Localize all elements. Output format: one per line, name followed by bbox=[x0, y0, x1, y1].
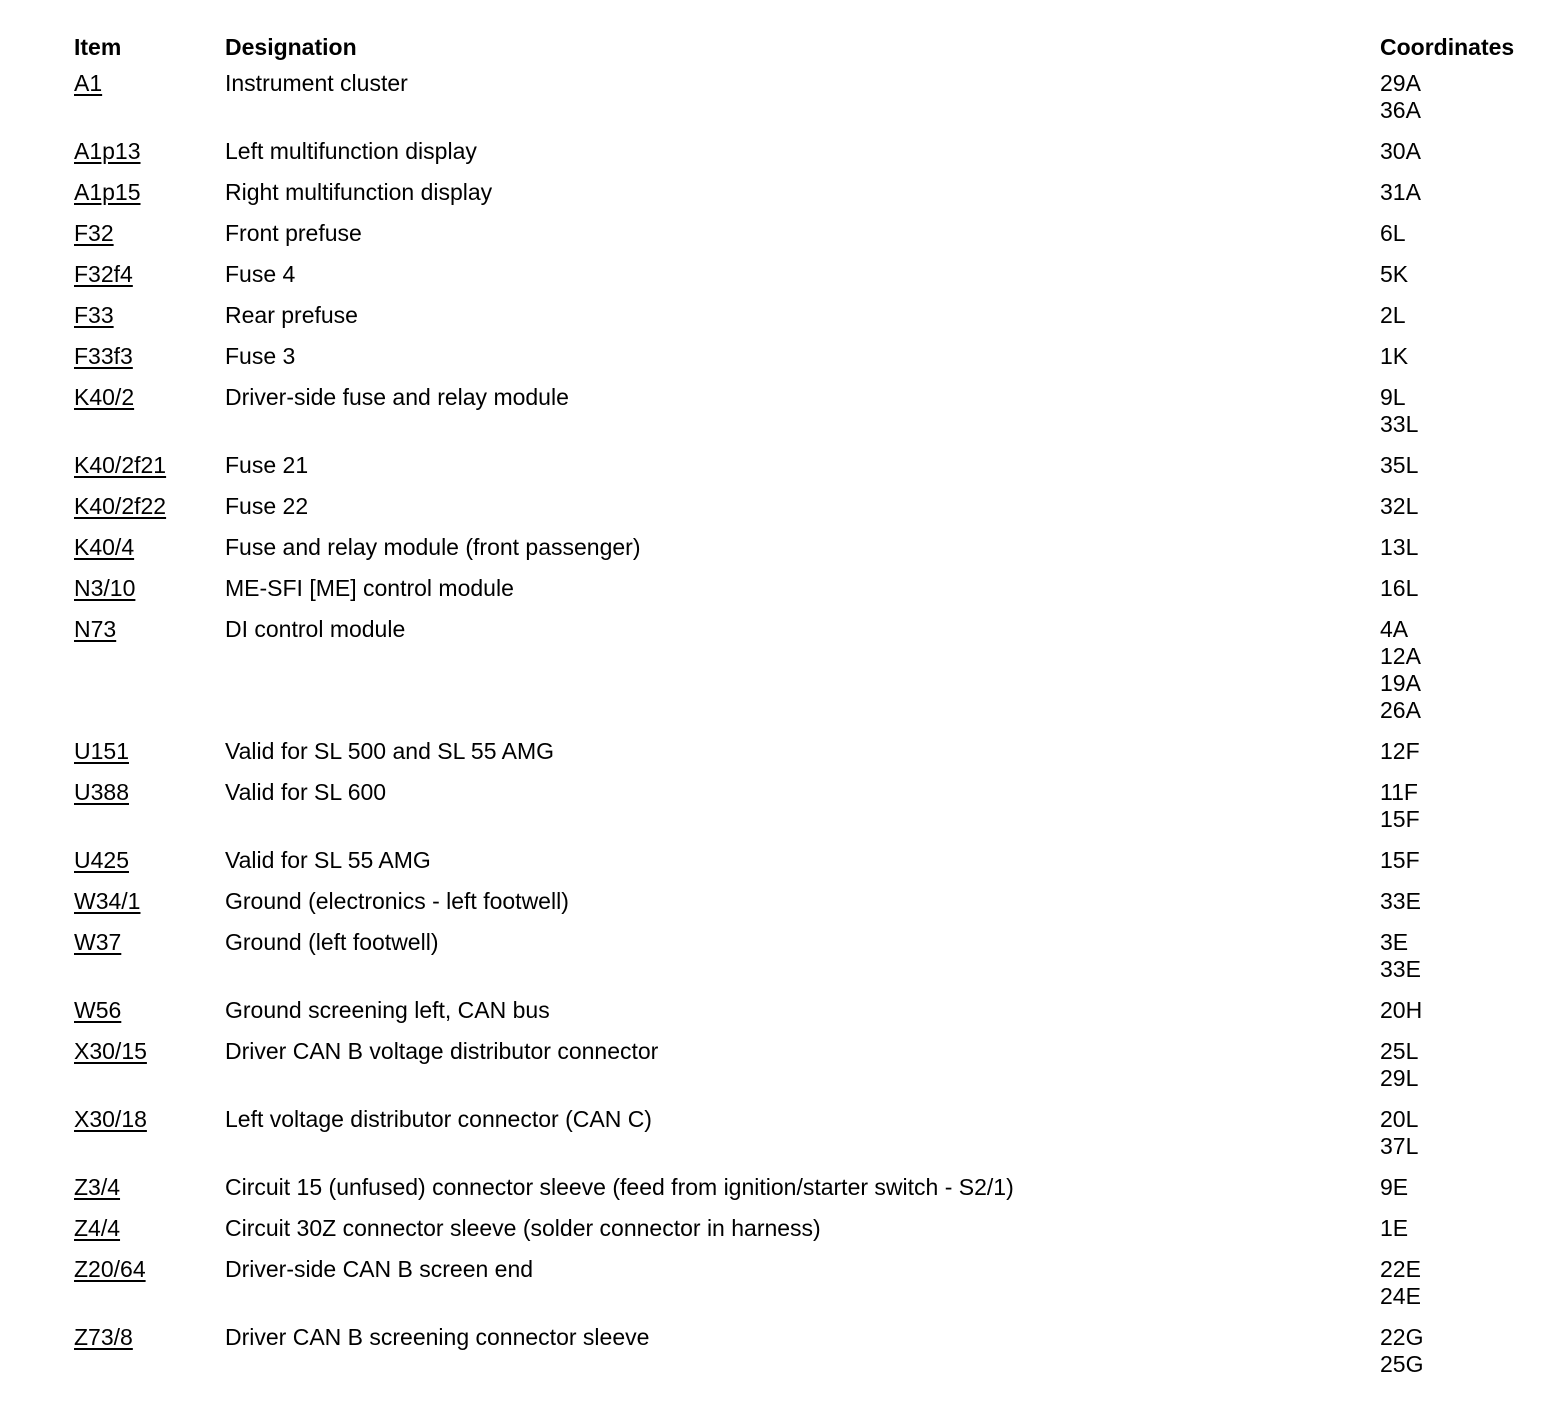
item-cell bbox=[74, 1174, 120, 1201]
item-cell bbox=[74, 888, 140, 915]
coordinates-cell bbox=[1380, 929, 1544, 983]
coordinates-cell bbox=[1380, 493, 1544, 520]
designation-cell: Driver-side fuse and relay module bbox=[225, 384, 569, 410]
item-link[interactable]: W34/1 bbox=[74, 888, 141, 914]
designation-cell: Fuse 21 bbox=[225, 452, 309, 478]
coordinate-value: 6L bbox=[1380, 220, 1406, 246]
item-link[interactable]: Z20/64 bbox=[74, 1256, 146, 1282]
coordinate-value: 3E bbox=[1380, 929, 1409, 955]
coordinate-value: 22G bbox=[1380, 1324, 1424, 1350]
header-item: Item bbox=[74, 34, 122, 60]
item-cell bbox=[74, 847, 129, 874]
coordinate-value: 19A bbox=[1380, 670, 1421, 696]
designation-cell: DI control module bbox=[225, 616, 406, 642]
coordinate-value: 33L bbox=[1380, 411, 1419, 437]
coordinates-cell bbox=[1380, 70, 1544, 124]
coordinates-cell bbox=[1380, 1174, 1544, 1201]
table-row bbox=[74, 493, 1544, 534]
designation-cell: Fuse 22 bbox=[225, 493, 309, 519]
coordinates-cell bbox=[1380, 738, 1544, 765]
coordinate-value: 33E bbox=[1380, 956, 1421, 982]
table-row bbox=[74, 1324, 1544, 1392]
component-legend-table bbox=[74, 30, 1544, 1392]
coordinate-value: 26A bbox=[1380, 697, 1421, 723]
designation-cell: Rear prefuse bbox=[225, 302, 358, 328]
item-link[interactable]: U425 bbox=[74, 847, 129, 873]
item-link[interactable]: A1 bbox=[74, 70, 103, 96]
coordinate-value: 12F bbox=[1380, 738, 1420, 764]
item-cell bbox=[74, 343, 133, 370]
coordinates-cell bbox=[1380, 575, 1544, 602]
coordinate-value: 5K bbox=[1380, 261, 1409, 287]
table-row bbox=[74, 738, 1544, 779]
item-link[interactable]: K40/2f22 bbox=[74, 493, 167, 519]
designation-cell: Ground screening left, CAN bus bbox=[225, 997, 550, 1023]
designation-cell: Ground (left footwell) bbox=[225, 929, 439, 955]
designation-cell: Right multifunction display bbox=[225, 179, 493, 205]
coordinate-value: 1K bbox=[1380, 343, 1409, 369]
coordinates-cell bbox=[1380, 179, 1544, 206]
item-link[interactable]: W37 bbox=[74, 929, 122, 955]
coordinates-cell bbox=[1380, 452, 1544, 479]
table-row bbox=[74, 70, 1544, 138]
item-cell bbox=[74, 1038, 147, 1065]
designation-cell: Left multifunction display bbox=[225, 138, 477, 164]
coordinate-value: 22E bbox=[1380, 1256, 1421, 1282]
item-link[interactable]: W56 bbox=[74, 997, 122, 1023]
coordinates-cell bbox=[1380, 534, 1544, 561]
table-row bbox=[74, 384, 1544, 452]
item-cell bbox=[74, 1256, 146, 1283]
table-row bbox=[74, 1106, 1544, 1174]
designation-cell: Valid for SL 500 and SL 55 AMG bbox=[225, 738, 555, 764]
item-cell bbox=[74, 220, 114, 247]
table-row bbox=[74, 575, 1544, 616]
table-row bbox=[74, 343, 1544, 384]
item-link[interactable]: F33f3 bbox=[74, 343, 133, 369]
item-cell bbox=[74, 1324, 133, 1351]
coordinates-cell bbox=[1380, 616, 1544, 724]
item-link[interactable]: N73 bbox=[74, 616, 117, 642]
coordinates-cell bbox=[1380, 1256, 1544, 1310]
item-cell bbox=[74, 616, 116, 643]
table-row bbox=[74, 302, 1544, 343]
table-row bbox=[74, 1038, 1544, 1106]
table-row bbox=[74, 261, 1544, 302]
item-link[interactable]: X30/15 bbox=[74, 1038, 147, 1064]
table-row bbox=[74, 779, 1544, 847]
table-body bbox=[74, 70, 1544, 1392]
item-link[interactable]: X30/18 bbox=[74, 1106, 147, 1132]
coordinates-cell bbox=[1380, 1106, 1544, 1160]
item-cell bbox=[74, 493, 166, 520]
item-link[interactable]: U388 bbox=[74, 779, 129, 805]
designation-cell: Driver CAN B screening connector sleeve bbox=[225, 1324, 650, 1350]
table-row bbox=[74, 138, 1544, 179]
table-row bbox=[74, 534, 1544, 575]
table-row bbox=[74, 1174, 1544, 1215]
item-link[interactable]: Z4/4 bbox=[74, 1215, 121, 1241]
header-coordinates: Coordinates bbox=[1380, 34, 1515, 60]
table-row bbox=[74, 220, 1544, 261]
item-cell bbox=[74, 302, 114, 329]
coordinates-cell bbox=[1380, 1324, 1544, 1378]
designation-cell: Fuse 3 bbox=[225, 343, 296, 369]
item-link[interactable]: K40/2f21 bbox=[74, 452, 167, 478]
designation-cell: Valid for SL 55 AMG bbox=[225, 847, 431, 873]
item-cell bbox=[74, 534, 134, 561]
coordinates-cell bbox=[1380, 261, 1544, 288]
designation-cell: Instrument cluster bbox=[225, 70, 408, 96]
item-cell bbox=[74, 138, 141, 165]
coordinate-value: 16L bbox=[1380, 575, 1419, 601]
item-cell bbox=[74, 779, 129, 806]
table-row bbox=[74, 1256, 1544, 1324]
coordinate-value: 37L bbox=[1380, 1133, 1419, 1159]
coordinate-value: 12A bbox=[1380, 643, 1421, 669]
table-row bbox=[74, 929, 1544, 997]
table-row bbox=[74, 616, 1544, 738]
coordinate-value: 15F bbox=[1380, 847, 1420, 873]
designation-cell: Fuse and relay module (front passenger) bbox=[225, 534, 641, 560]
coordinate-value: 30A bbox=[1380, 138, 1421, 164]
item-cell bbox=[74, 575, 135, 602]
item-link[interactable]: K40/4 bbox=[74, 534, 135, 560]
coordinate-value: 15F bbox=[1380, 806, 1420, 832]
designation-cell: Circuit 15 (unfused) connector sleeve (feed from ignition/starter switch - S2/1) bbox=[225, 1174, 1014, 1200]
coordinates-cell bbox=[1380, 888, 1544, 915]
coordinates-cell bbox=[1380, 302, 1544, 329]
item-cell bbox=[74, 997, 121, 1024]
designation-cell: ME-SFI [ME] control module bbox=[225, 575, 514, 601]
item-cell bbox=[74, 261, 133, 288]
designation-cell: Front prefuse bbox=[225, 220, 362, 246]
coordinates-cell bbox=[1380, 343, 1544, 370]
coordinates-cell bbox=[1380, 997, 1544, 1024]
item-cell bbox=[74, 1106, 147, 1133]
coordinate-value: 35L bbox=[1380, 452, 1419, 478]
coordinates-cell bbox=[1380, 384, 1544, 438]
coordinates-cell bbox=[1380, 779, 1544, 833]
coordinate-value: 20H bbox=[1380, 997, 1423, 1023]
coordinate-value: 29A bbox=[1380, 70, 1421, 96]
designation-cell: Valid for SL 600 bbox=[225, 779, 387, 805]
designation-cell: Ground (electronics - left footwell) bbox=[225, 888, 569, 914]
coordinate-value: 9E bbox=[1380, 1174, 1409, 1200]
coordinates-cell bbox=[1380, 220, 1544, 247]
coordinates-cell bbox=[1380, 1215, 1544, 1242]
coordinate-value: 29L bbox=[1380, 1065, 1419, 1091]
item-link[interactable]: U151 bbox=[74, 738, 129, 764]
coordinate-value: 36A bbox=[1380, 97, 1421, 123]
designation-cell: Driver CAN B voltage distributor connector bbox=[225, 1038, 659, 1064]
designation-cell: Left voltage distributor connector (CAN C) bbox=[225, 1106, 652, 1132]
item-link[interactable]: Z73/8 bbox=[74, 1324, 133, 1350]
item-cell bbox=[74, 452, 166, 479]
item-cell bbox=[74, 1215, 120, 1242]
coordinate-value: 25G bbox=[1380, 1351, 1424, 1377]
table-row bbox=[74, 997, 1544, 1038]
table-row bbox=[74, 888, 1544, 929]
designation-cell: Fuse 4 bbox=[225, 261, 296, 287]
item-link[interactable]: A1p13 bbox=[74, 138, 141, 164]
coordinate-value: 9L bbox=[1380, 384, 1406, 410]
coordinates-cell bbox=[1380, 1038, 1544, 1092]
item-cell bbox=[74, 738, 129, 765]
coordinate-value: 24E bbox=[1380, 1283, 1421, 1309]
coordinates-cell bbox=[1380, 847, 1544, 874]
table-row bbox=[74, 1215, 1544, 1256]
item-cell bbox=[74, 929, 121, 956]
coordinate-value: 13L bbox=[1380, 534, 1419, 560]
coordinate-value: 2L bbox=[1380, 302, 1406, 328]
header-designation: Designation bbox=[225, 34, 357, 60]
item-link[interactable]: A1p15 bbox=[74, 179, 141, 205]
designation-cell: Driver-side CAN B screen end bbox=[225, 1256, 534, 1282]
coordinate-value: 25L bbox=[1380, 1038, 1419, 1064]
coordinate-value: 1E bbox=[1380, 1215, 1409, 1241]
coordinate-value: 32L bbox=[1380, 493, 1419, 519]
table-row bbox=[74, 452, 1544, 493]
coordinate-value: 31A bbox=[1380, 179, 1421, 205]
coordinate-value: 33E bbox=[1380, 888, 1421, 914]
coordinates-cell bbox=[1380, 138, 1544, 165]
coordinate-value: 4A bbox=[1380, 616, 1409, 642]
table-row bbox=[74, 179, 1544, 220]
item-cell bbox=[74, 179, 141, 206]
item-link[interactable]: N3/10 bbox=[74, 575, 136, 601]
item-link[interactable]: K40/2 bbox=[74, 384, 135, 410]
item-link[interactable]: F33 bbox=[74, 302, 114, 328]
table-header bbox=[74, 30, 1544, 70]
coordinate-value: 20L bbox=[1380, 1106, 1419, 1132]
item-cell bbox=[74, 70, 102, 97]
coordinate-value: 11F bbox=[1380, 779, 1418, 805]
item-link[interactable]: F32 bbox=[74, 220, 114, 246]
item-link[interactable]: Z3/4 bbox=[74, 1174, 121, 1200]
table-row bbox=[74, 847, 1544, 888]
designation-cell: Circuit 30Z connector sleeve (solder connector in harness) bbox=[225, 1215, 821, 1241]
item-link[interactable]: F32f4 bbox=[74, 261, 133, 287]
item-cell bbox=[74, 384, 134, 411]
